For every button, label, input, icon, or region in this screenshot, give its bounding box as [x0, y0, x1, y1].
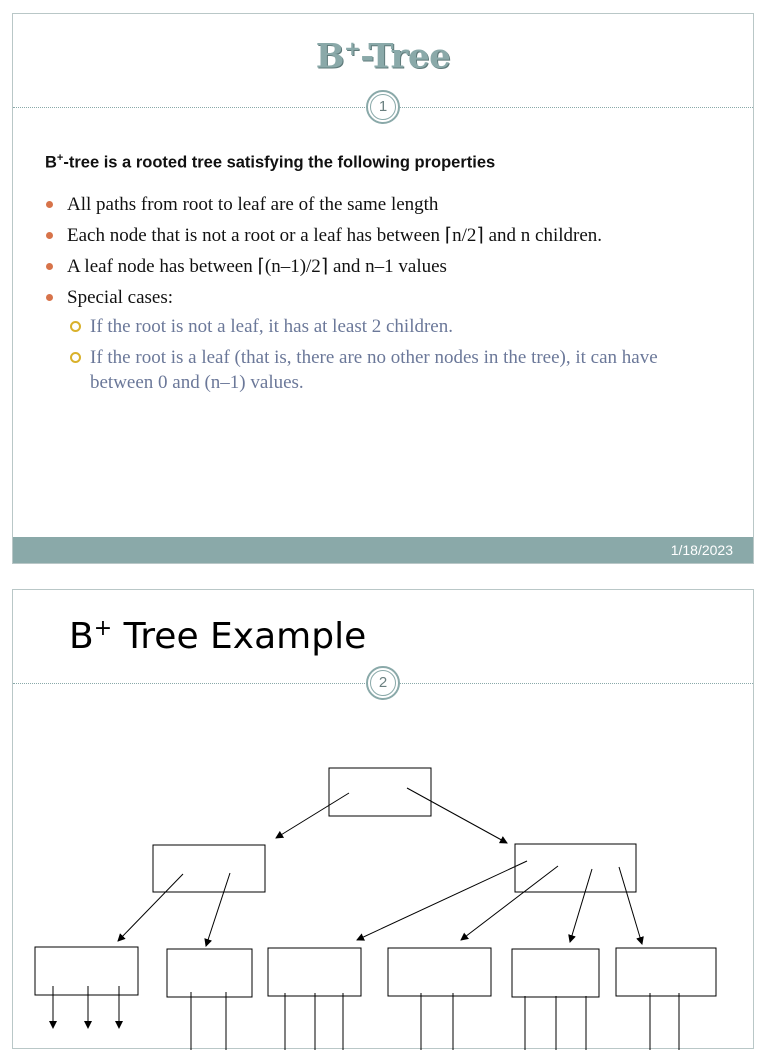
leaf-node: [388, 948, 491, 996]
slide-1: [12, 13, 754, 564]
b-plus-tree-diagram: [13, 590, 755, 1050]
leaf-node: [512, 949, 599, 997]
sub-bullet-item: If the root is not a leaf, it has at least 2 children.: [43, 314, 723, 339]
footer-bar: [13, 537, 753, 563]
internal-node: [153, 845, 265, 892]
pointer-arrow: [619, 867, 642, 944]
bullet-item: A leaf node has between ⌈(n–1)/2⌉ and n–1 values: [43, 254, 723, 279]
bullet-item: Special cases:: [43, 285, 723, 310]
pointer-arrow: [461, 866, 558, 940]
slide-2-title: B+ Tree Example: [69, 616, 367, 657]
root-node: [329, 768, 431, 816]
pointer-arrow: [118, 874, 183, 941]
pointer-arrow: [206, 873, 230, 946]
intro-text: B+-tree is a rooted tree satisfying the following properties: [45, 152, 496, 172]
leaf-node: [616, 948, 716, 996]
leaf-node: [35, 947, 138, 995]
leaf-node: [167, 949, 252, 997]
sub-bullet-item: If the root is a leaf (that is, there are no other nodes in the tree), it can have between 0 and (n–1) values.: [43, 345, 723, 395]
leaf-node: [268, 948, 361, 996]
bullet-item: All paths from root to leaf are of the same length: [43, 192, 723, 217]
slide-1-title: B+-Tree: [315, 36, 451, 77]
bullet-list: [43, 192, 723, 401]
pointer-arrow: [357, 861, 527, 940]
slide-2: [12, 589, 754, 1049]
bullet-item: Each node that is not a root or a leaf has between ⌈n/2⌉ and n children.: [43, 223, 723, 248]
footer-date: 1/18/2023: [670, 542, 733, 558]
pointer-arrow: [570, 869, 592, 942]
slide-number-badge: 1: [366, 90, 400, 124]
slide-number-badge: 2: [366, 666, 400, 700]
